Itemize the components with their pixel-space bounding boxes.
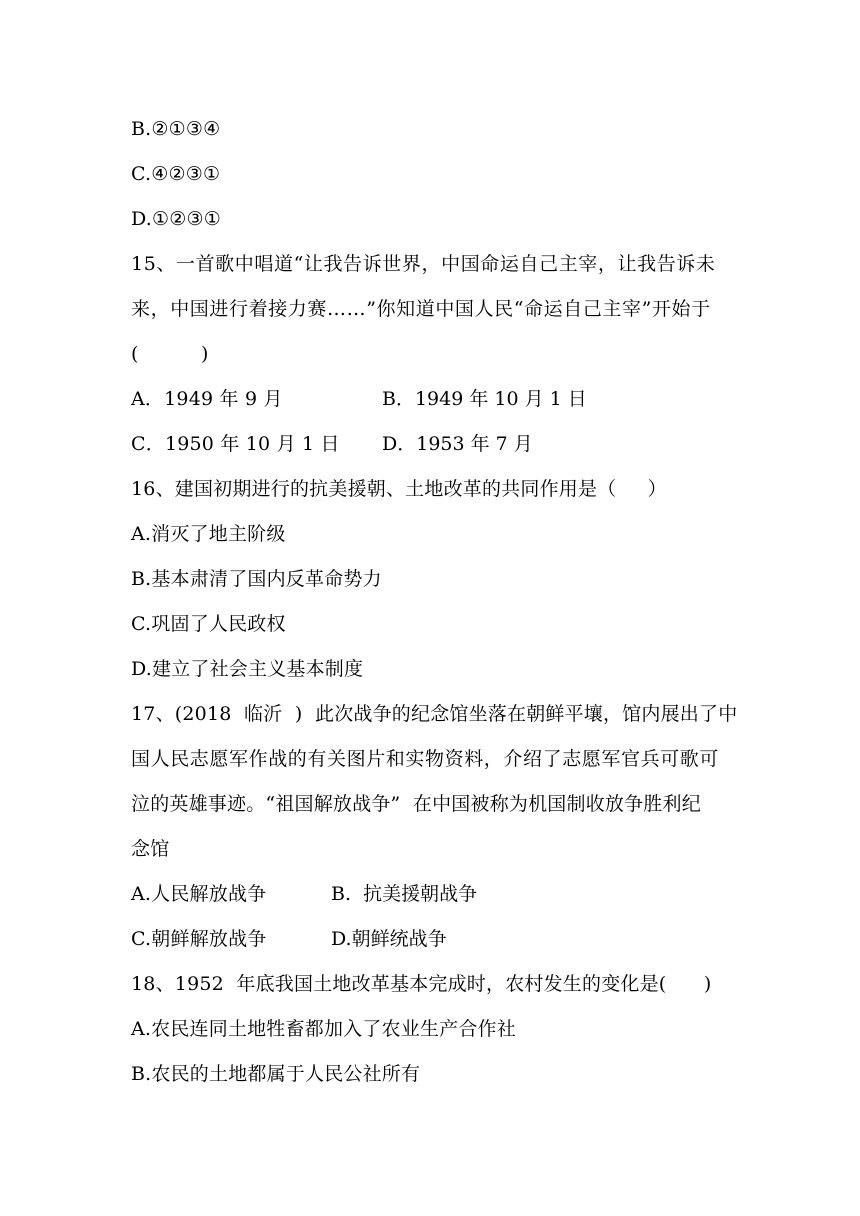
q15-option-d: D．1953 年 7 月 (382, 433, 533, 455)
q16-option-a: A.消灭了地主阶级 (131, 523, 286, 545)
q16-option-d: D.建立了社会主义基本制度 (131, 658, 364, 680)
q14-option-b: B.②①③④ (131, 118, 221, 140)
q15-stem-line-1: 15、一首歌中唱道“让我告诉世界，中国命运自己主宰，让我告诉未 (131, 253, 716, 275)
q15-stem-line-2: 来，中国进行着接力赛……”你知道中国人民“命运自己主宰”开始于 (131, 298, 711, 320)
q17-stem-line-1: 17、(2018 临沂 ) 此次战争的纪念馆坐落在朝鲜平壤，馆内展出了中 (131, 703, 738, 725)
q16-stem: 16、建国初期进行的抗美援朝、土地改革的共同作用是（ ） (131, 478, 667, 500)
q18-option-a: A.农民连同土地牲畜都加入了农业生产合作社 (131, 1018, 516, 1040)
q16-option-b: B.基本肃清了国内反革命势力 (131, 568, 382, 590)
q16-option-c: C.巩固了人民政权 (131, 613, 286, 635)
q17-option-d: D.朝鲜统战争 (331, 928, 447, 950)
q17-option-c: C.朝鲜解放战争 (131, 928, 267, 950)
q17-stem-line-2: 国人民志愿军作战的有关图片和实物资料，介绍了志愿军官兵可歌可 (131, 748, 720, 770)
q18-option-b: B.农民的土地都属于人民公社所有 (131, 1063, 421, 1085)
q15-option-a: A．1949 年 9 月 (131, 388, 283, 410)
q14-option-c: C.④②③① (131, 163, 221, 185)
q17-option-b: B. 抗美援朝战争 (331, 883, 478, 905)
q15-stem-line-3: ( ) (131, 343, 209, 365)
q17-stem-line-3: 泣的英雄事迹。“祖国解放战争” 在中国被称为机国制收放争胜利纪 (131, 793, 701, 815)
q15-option-b: B．1949 年 10 月 1 日 (382, 388, 587, 410)
q18-stem: 18、1952 年底我国土地改革基本完成时，农村发生的变化是( ) (131, 973, 712, 995)
q17-option-a: A.人民解放战争 (131, 883, 267, 905)
q15-option-c: C．1950 年 10 月 1 日 (131, 433, 340, 455)
q14-option-d: D.①②③① (131, 208, 221, 230)
q17-stem-line-4: 念馆 (131, 838, 170, 860)
